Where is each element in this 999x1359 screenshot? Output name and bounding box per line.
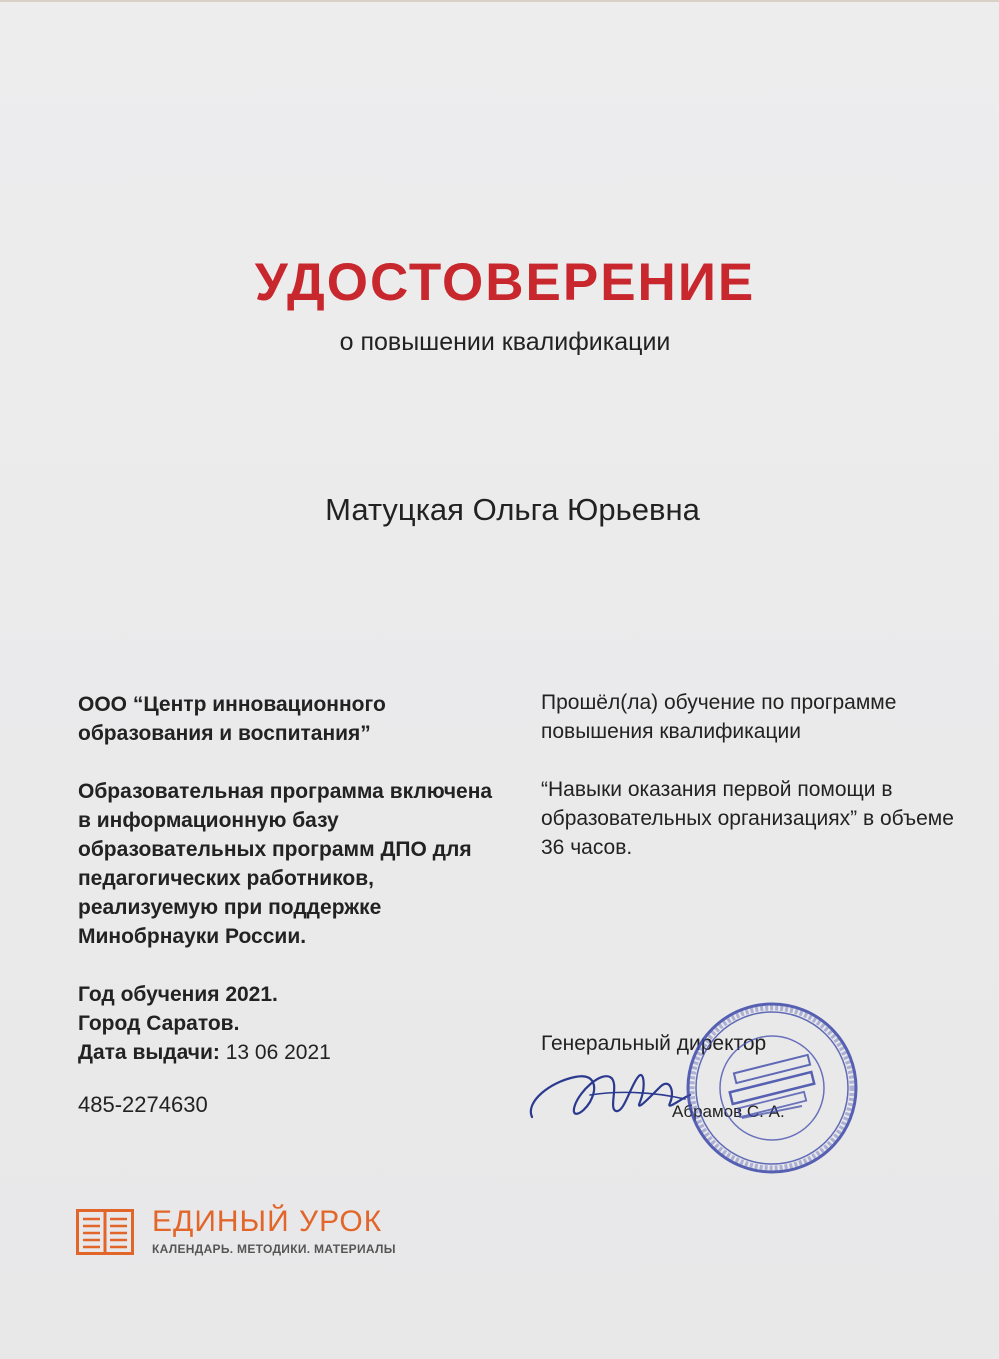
left-column — [78, 690, 498, 1067]
serial-number: 485-2274630 — [78, 1092, 208, 1117]
issue-date-label: Дата выдачи: — [78, 1041, 220, 1064]
issue-date — [78, 1038, 498, 1067]
document-title: УДОСТОВЕРЕНИЕ — [254, 253, 756, 312]
official-stamp-icon — [682, 998, 862, 1178]
document-subtitle: о повышении квалификации — [339, 328, 671, 356]
right-column — [541, 688, 971, 862]
program-text: “Навыки оказания первой помощи в образовательных организациях” в объеме 36 часов. — [541, 778, 954, 859]
director-position: Генеральный директор — [541, 1032, 767, 1055]
completion-text: Прошёл(ла) обучение по программе повышения квалификации — [541, 691, 897, 743]
logo-title: ЕДИНЫЙ УРОК — [152, 1205, 383, 1238]
recipient-name: Матуцкая Ольга Юрьевна — [325, 492, 700, 527]
book-logo-icon — [76, 1209, 134, 1255]
organization-name: ООО “Центр инновационного образования и воспитания” — [78, 693, 386, 745]
logo-tagline: КАЛЕНДАРЬ. МЕТОДИКИ. МАТЕРИАЛЫ — [152, 1242, 396, 1256]
director-name: Абрамов С. А. — [672, 1102, 785, 1121]
issue-date-value: 13 06 2021 — [225, 1041, 331, 1064]
year-line: Год обучения 2021. — [78, 983, 278, 1006]
city-line: Город Саратов. — [78, 1012, 240, 1035]
program-note: Образовательная программа включена в информационную базу образовательных программ ДПО для педагогических работников, реализуемую при поддержке Минобрнауки России. — [78, 780, 493, 948]
